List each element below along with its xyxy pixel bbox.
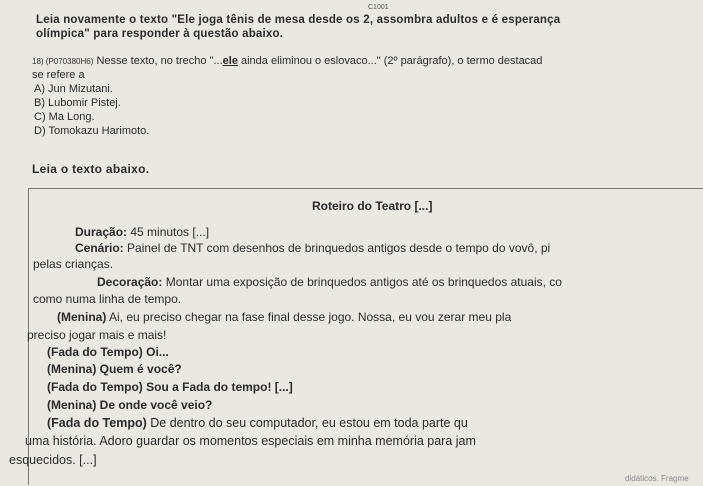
- question-number: 18) (P070380H6): [32, 57, 94, 66]
- dialogue-menina-2: (Menina) Quem é você?: [47, 362, 182, 376]
- dialogue-fada-1: [47, 345, 169, 359]
- option-a[interactable]: A) Jun Mizutani.: [34, 83, 113, 95]
- script-duration: [75, 225, 209, 239]
- dialogue-menina-3: (Menina) De onde você veio?: [47, 398, 213, 412]
- script-box: [9, 188, 703, 485]
- fada-line-1: (Fada do Tempo) Oi...: [47, 345, 169, 359]
- decor-value: Montar uma exposição de brinquedos antigos até os brinquedos atuais, co: [165, 275, 562, 289]
- option-b[interactable]: B) Lubomir Pistej.: [34, 97, 121, 109]
- menina-line: Ai, eu preciso chegar na fase final desse jogo. Nossa, eu vou zerar meu pla: [109, 310, 512, 324]
- option-c[interactable]: C) Ma Long.: [34, 111, 95, 123]
- question-stem: [32, 55, 542, 67]
- dialogue-menina-1: [57, 310, 511, 324]
- script-decor: [97, 275, 562, 289]
- scene-value: Painel de TNT com desenhos de brinquedos antigos desde o tempo do vovô, pi: [127, 241, 551, 255]
- question-text-after: ainda eliminou o eslovaco..." (2º parágrafo), o termo destacad: [241, 55, 543, 67]
- duration-value: 45 minutos [...]: [130, 225, 210, 239]
- script-scene: [75, 241, 550, 255]
- script-title: Roteiro do Teatro [...]: [312, 199, 433, 213]
- dialogue-fada-3: [47, 416, 468, 430]
- dialogue-fada-3-line-3: esquecidos. [...]: [9, 453, 97, 467]
- page-code: C1001: [368, 4, 389, 11]
- dialogue-fada-3-line-2: uma história. Adoro guardar os momentos especiais em minha memória para jam: [25, 434, 476, 448]
- instruction-line-1: Leia novamente o texto "Ele joga tênis de mesa desde os 2, assombra adultos e é esperança: [36, 14, 561, 26]
- dialogue-fada-2: (Fada do Tempo) Sou a Fada do tempo! [...]: [47, 380, 293, 394]
- scene-value-line-2: pelas crianças.: [33, 257, 114, 271]
- instruction-line-2: olímpica" para responder à questão abaixo.: [36, 28, 284, 40]
- duration-label: Duração:: [75, 225, 128, 239]
- reading-label: Leia o texto abaixo.: [32, 162, 150, 176]
- dialogue-menina-1-line-2: preciso jogar mais e mais!: [27, 328, 167, 342]
- fada-line-3: De dentro do seu computador, eu estou em toda parte qu: [150, 416, 468, 430]
- scene-label: Cenário:: [75, 241, 124, 255]
- decor-value-line-2: como numa linha de tempo.: [33, 292, 182, 306]
- decor-label: Decoração:: [97, 275, 163, 289]
- question-text-before: Nesse texto, no trecho "...: [96, 55, 223, 67]
- option-d[interactable]: D) Tomokazu Harimoto.: [34, 125, 150, 137]
- question-highlight: ele: [222, 55, 238, 67]
- source-footer: didáticos. Fragme: [625, 474, 689, 483]
- question-stem-line-2: se refere a: [32, 69, 85, 81]
- fada-label: (Fada do Tempo): [47, 416, 147, 430]
- menina-label: (Menina): [57, 310, 107, 324]
